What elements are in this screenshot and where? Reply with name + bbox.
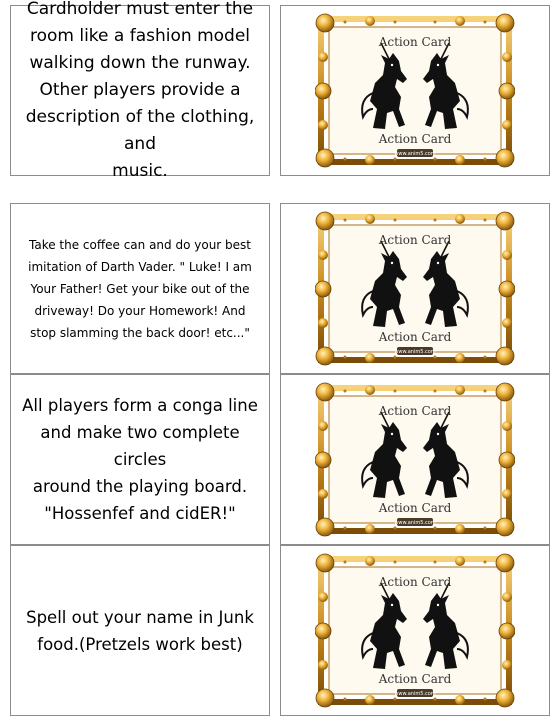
action-card-back [280,374,550,545]
card-text: Take the coffee can and do your best imitation of Darth Vader. " Luke! I am Your Father! Get your bike out of the driveway! Do your Homework! And stop slamming the back door! etc..." [28,237,252,340]
action-card-back [280,203,550,374]
back-watermark: www.anim5.com [394,151,436,157]
unicorn-crest-icon [315,553,515,708]
action-card-front [10,374,270,545]
back-top-label: Action Card [378,404,452,418]
action-card-back [280,5,550,176]
card-text: Cardholder must enter the room like a fashion model walking down the runway. Other players provide a description of the clothing, and music. [25,0,255,181]
back-watermark: www.anim5.com [394,520,436,526]
action-card-front [10,545,270,716]
card-row-1 [0,0,558,181]
back-top-label: Action Card [378,35,452,49]
card-text: Spell out your name in Junk food.(Pretzels work best) [26,607,254,654]
card-row-2 [0,203,558,374]
card-text: All players form a conga line and make two complete circles around the playing board. "Hossenfef and cidER!" [22,396,258,523]
card-row-3 [0,374,558,545]
card-row-4 [0,545,558,716]
back-bottom-label: Action Card [378,132,452,146]
unicorn-crest-icon [315,382,515,537]
back-top-label: Action Card [378,575,452,589]
action-card-front [10,0,270,181]
back-top-label: Action Card [378,233,452,247]
action-card-back [280,545,550,716]
back-bottom-label: Action Card [378,672,452,686]
back-bottom-label: Action Card [378,330,452,344]
action-card-front [10,203,270,374]
back-watermark: www.anim5.com [394,349,436,355]
back-bottom-label: Action Card [378,501,452,515]
back-watermark: www.anim5.com [394,691,436,697]
unicorn-crest-icon [315,211,515,366]
unicorn-crest-icon [315,13,515,168]
